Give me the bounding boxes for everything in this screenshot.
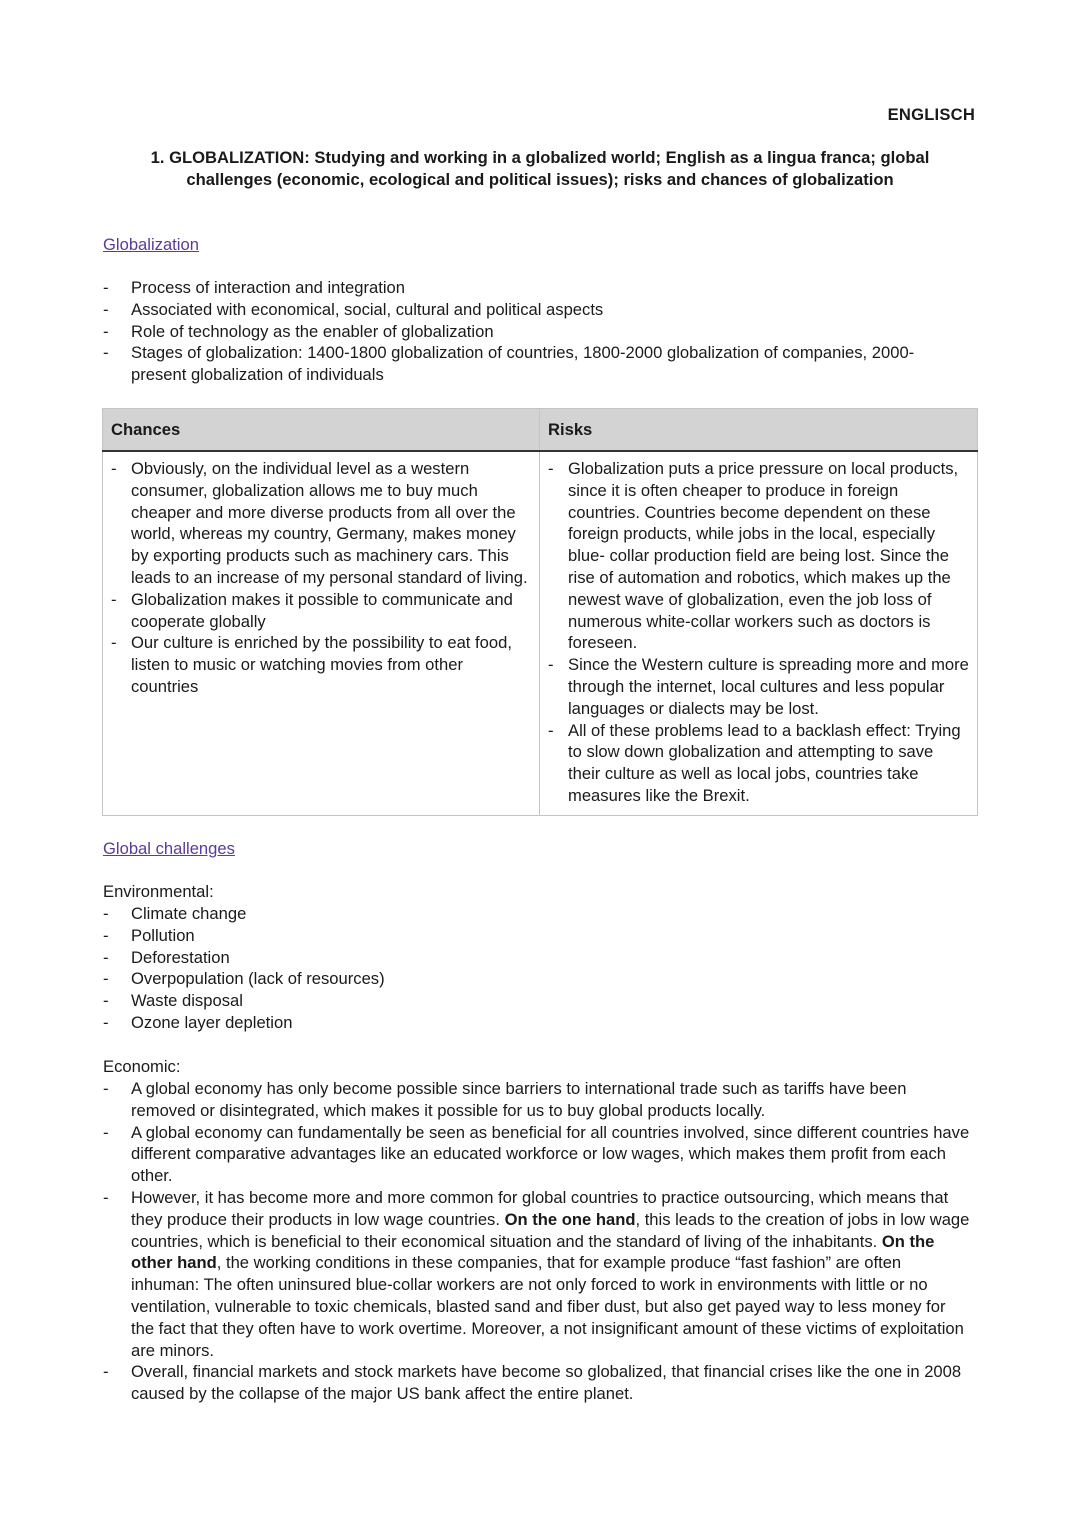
list-item: - Ozone layer depletion — [103, 1012, 293, 1032]
environmental-list — [103, 903, 953, 1034]
list-item: - Climate change — [103, 904, 247, 923]
dash-bullet: - — [111, 459, 117, 478]
dash-bullet: - — [103, 343, 109, 363]
list-item: - Process of interaction and integration — [103, 278, 405, 297]
environmental-label: Environmental: — [103, 882, 214, 901]
dash-bullet: - — [103, 1122, 109, 1142]
list-item: - Overall, financial markets and stock markets have become so globalized, that financial crises like the one in 2008 caused by the collapse of the major US bank affect the entire planet. — [103, 1362, 962, 1404]
dash-bullet: - — [103, 1362, 109, 1382]
dash-bullet: - — [548, 459, 554, 478]
dash-bullet: - — [103, 969, 109, 989]
list-item: - Role of technology as the enabler of globalization — [103, 321, 494, 341]
dash-bullet: - — [103, 1079, 109, 1098]
emphasis-one-hand: On the one hand — [504, 1209, 636, 1229]
economic-list — [103, 1078, 973, 1405]
list-item: - Pollution — [103, 925, 195, 945]
list-item: - Our culture is enriched by the possibility to eat food, listen to music or watching movies from other countries — [111, 633, 512, 696]
list-item: - A global economy has only become possible since barriers to international trade such as tariffs have been removed or disintegrated, which makes it possible for us to buy global products locally. — [103, 1079, 907, 1120]
dash-bullet: - — [103, 299, 109, 319]
dash-bullet: - — [103, 904, 109, 923]
dash-bullet: - — [548, 655, 554, 675]
globalization-list — [103, 277, 953, 386]
list-item: - Since the Western culture is spreading more and more through the internet, local cultures and less popular languages or dialects may be lost. — [548, 655, 969, 718]
dash-bullet: - — [103, 1012, 109, 1032]
dash-bullet: - — [103, 1187, 109, 1207]
global-challenges-heading-link[interactable]: Global challenges — [103, 839, 235, 858]
dash-bullet: - — [111, 633, 117, 653]
list-item: - Deforestation — [103, 947, 230, 967]
list-item: - Waste disposal — [103, 991, 243, 1011]
list-item: - However, it has become more and more common for global countries to practice outsourcing, which means that they produce their products in low wage countries. On the one hand, this leads to the creation of jobs in low wage countries, which is beneficial to their economical situation and the standard of living of the inhabitants. On the other hand, the working conditions in these companies, that for example produce “fast fashion” are often inhuman: The often uninsured blue-collar workers are not only forced to work in environments with little or no ventilation, vulnerable to toxic chemicals, blasted sand and fiber dust, but also get payed way to less money for the fact that they often have to work overtime. Moreover, a not insignificant amount of these victims of exploitation are minors. — [103, 1187, 970, 1360]
title-line-2: challenges (economic, ecological and political issues); risks and chances of globalization — [186, 170, 894, 189]
dash-bullet: - — [103, 278, 109, 297]
economic-label: Economic: — [103, 1057, 181, 1076]
list-item: - Overpopulation (lack of resources) — [103, 969, 385, 989]
column-header-risks: Risks — [540, 409, 978, 452]
dash-bullet: - — [103, 991, 109, 1011]
dash-bullet: - — [103, 925, 109, 945]
chances-cell — [103, 451, 540, 816]
globalization-heading-link[interactable]: Globalization — [103, 235, 199, 254]
title-line-1: 1. GLOBALIZATION: Studying and working in a globalized world; English as a lingua franca; global — [150, 148, 930, 167]
dash-bullet: - — [111, 589, 117, 609]
dash-bullet: - — [548, 720, 554, 740]
list-item: - Associated with economical, social, cultural and political aspects — [103, 299, 604, 319]
list-item: - Stages of globalization: 1400-1800 globalization of countries, 1800-2000 globalization of companies, 2000-present globalization of individuals — [103, 343, 915, 385]
subject-label: ENGLISCH — [887, 105, 975, 124]
list-item: - Globalization puts a price pressure on local products, since it is often cheaper to produce in foreign countries. Countries become dependent on these foreign products, while jobs in the local, especially blue- collar production field are being lost. Since the rise of automation and robotics, which makes up the newest wave of globalization, even the job loss of numerous white-collar workers such as doctors is foreseen. — [548, 459, 959, 653]
chances-risks-table — [102, 408, 978, 816]
list-item: - Obviously, on the individual level as a western consumer, globalization allows me to buy much cheaper and more diverse products from all over the world, whereas my country, Germany, makes money by exporting products such as machinery cars. This leads to an increase of my personal standard of living. — [111, 459, 528, 587]
page-title — [100, 147, 980, 191]
risks-cell — [540, 451, 978, 816]
table-row — [103, 451, 978, 816]
list-item: - Globalization makes it possible to communicate and cooperate globally — [111, 589, 513, 631]
column-header-chances: Chances — [103, 409, 540, 452]
list-item: - All of these problems lead to a backlash effect: Trying to slow down globalization and attempting to save their culture as well as local jobs, countries take measures like the Brexit. — [548, 720, 961, 805]
dash-bullet: - — [103, 321, 109, 341]
emphasis-other-hand: On the other hand — [131, 1231, 935, 1273]
table-header-row — [103, 409, 978, 452]
dash-bullet: - — [103, 947, 109, 967]
list-item: - A global economy can fundamentally be seen as beneficial for all countries involved, since different countries have different comparative advantages like an educated workforce or low wages, which makes them profit from each other. — [103, 1122, 970, 1186]
